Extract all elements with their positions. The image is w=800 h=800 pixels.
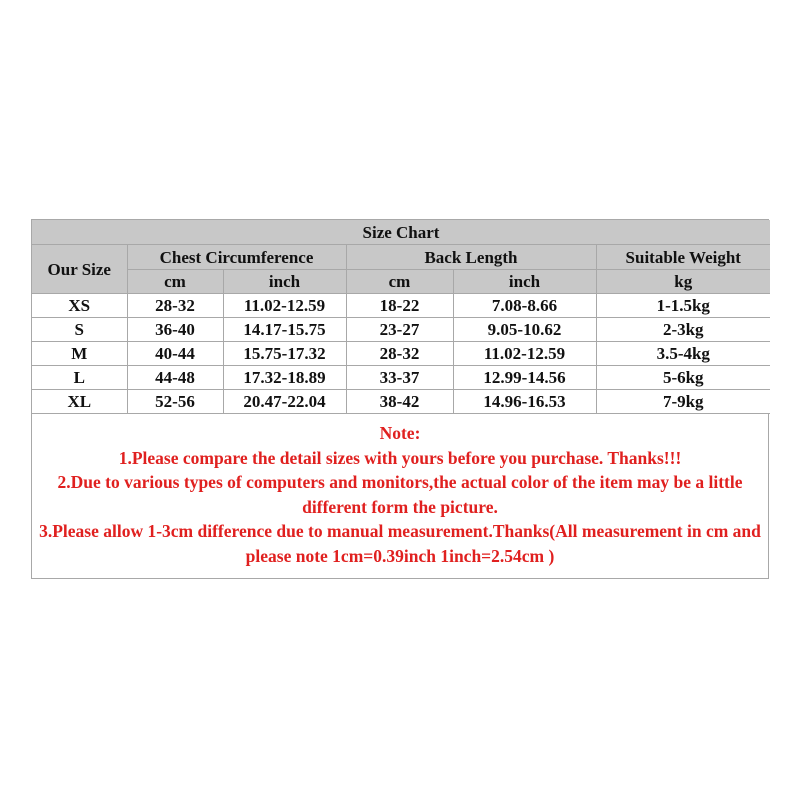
chest-cm-cell: 28-32 bbox=[127, 294, 223, 318]
back-inch-cell: 9.05-10.62 bbox=[453, 318, 596, 342]
weight-cell: 3.5-4kg bbox=[596, 342, 770, 366]
chest-cm-cell: 52-56 bbox=[127, 390, 223, 414]
size-cell: S bbox=[32, 318, 127, 342]
back-cm-cell: 18-22 bbox=[346, 294, 453, 318]
weight-header: Suitable Weight bbox=[596, 245, 770, 270]
weight-kg-unit: kg bbox=[596, 270, 770, 294]
chart-title: Size Chart bbox=[32, 220, 770, 245]
chest-cm-unit: cm bbox=[127, 270, 223, 294]
table-row bbox=[32, 294, 770, 318]
table-row bbox=[32, 342, 770, 366]
back-inch-cell: 11.02-12.59 bbox=[453, 342, 596, 366]
chest-inch-cell: 20.47-22.04 bbox=[223, 390, 346, 414]
back-cm-cell: 38-42 bbox=[346, 390, 453, 414]
chest-inch-cell: 14.17-15.75 bbox=[223, 318, 346, 342]
note-item: 1.Please compare the detail sizes with yours before you purchase. Thanks!!! bbox=[118, 447, 682, 468]
size-cell: XS bbox=[32, 294, 127, 318]
table-row bbox=[32, 366, 770, 390]
weight-cell: 2-3kg bbox=[596, 318, 770, 342]
size-chart bbox=[31, 219, 769, 579]
our-size-header: Our Size bbox=[32, 245, 127, 294]
chest-cm-cell: 36-40 bbox=[127, 318, 223, 342]
size-table bbox=[32, 220, 770, 414]
back-inch-cell: 12.99-14.56 bbox=[453, 366, 596, 390]
note-item: 2.Due to various types of computers and monitors,the actual color of the item may be a little different form the picture. bbox=[57, 472, 743, 517]
chest-header: Chest Circumference bbox=[127, 245, 346, 270]
back-inch-unit: inch bbox=[453, 270, 596, 294]
chest-inch-cell: 17.32-18.89 bbox=[223, 366, 346, 390]
table-row bbox=[32, 318, 770, 342]
chest-inch-cell: 15.75-17.32 bbox=[223, 342, 346, 366]
chest-cm-cell: 44-48 bbox=[127, 366, 223, 390]
back-length-header: Back Length bbox=[346, 245, 596, 270]
back-cm-unit: cm bbox=[346, 270, 453, 294]
chest-cm-cell: 40-44 bbox=[127, 342, 223, 366]
note-heading: Note: bbox=[379, 423, 421, 443]
back-inch-cell: 7.08-8.66 bbox=[453, 294, 596, 318]
weight-cell: 1-1.5kg bbox=[596, 294, 770, 318]
back-cm-cell: 33-37 bbox=[346, 366, 453, 390]
chest-inch-unit: inch bbox=[223, 270, 346, 294]
size-cell: XL bbox=[32, 390, 127, 414]
size-cell: M bbox=[32, 342, 127, 366]
weight-cell: 5-6kg bbox=[596, 366, 770, 390]
table-row bbox=[32, 390, 770, 414]
size-cell: L bbox=[32, 366, 127, 390]
back-cm-cell: 23-27 bbox=[346, 318, 453, 342]
back-inch-cell: 14.96-16.53 bbox=[453, 390, 596, 414]
back-cm-cell: 28-32 bbox=[346, 342, 453, 366]
weight-cell: 7-9kg bbox=[596, 390, 770, 414]
notes-section bbox=[32, 414, 768, 568]
note-item: 3.Please allow 1-3cm difference due to manual measurement.Thanks(All measurement in cm and please note 1cm=0.39inch 1inch=2.54cm ) bbox=[39, 521, 761, 566]
chest-inch-cell: 11.02-12.59 bbox=[223, 294, 346, 318]
